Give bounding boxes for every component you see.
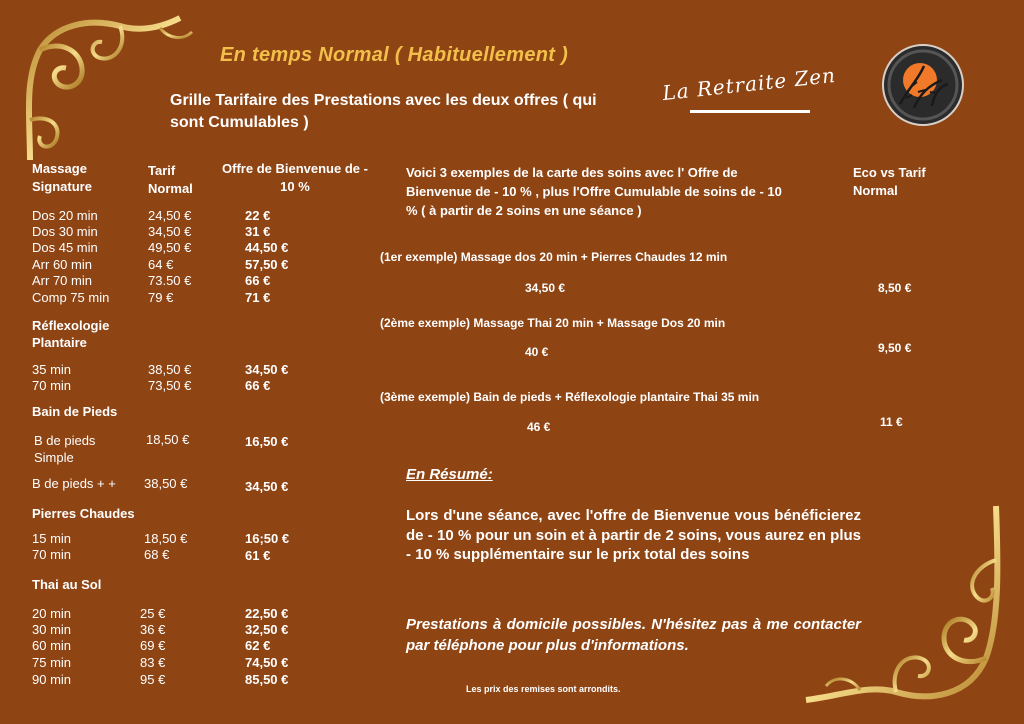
summary-text: Lors d'une séance, avec l'offre de Bienvenue vous bénéficierez de - 10 % pour un soin et à partir de 2 soins, vous aurez en plus - 10 % supplémentaire sur le prix total des soins — [406, 507, 861, 563]
bain-row-offre: 34,50 € — [245, 479, 289, 494]
thai-row-offre: 22,50 € — [245, 606, 289, 621]
example-price: 40 € — [525, 345, 549, 359]
massage-row-offre: 44,50 € — [245, 240, 289, 255]
logo — [882, 44, 964, 126]
example-label: (3ème exemple) Bain de pieds + Réflexologie plantaire Thai 35 min — [380, 390, 760, 404]
thai-row-name: 30 min — [32, 622, 72, 637]
page-title: En temps Normal ( Habituellement ) — [220, 44, 569, 66]
massage-row-name: Dos 45 min — [32, 240, 98, 255]
thai-row-offre: 32,50 € — [245, 622, 289, 637]
thai-row-offre: 62 € — [245, 638, 271, 653]
summary-title: En Résumé: — [406, 466, 493, 483]
reflexologie-row-tarif: 73,50 € — [148, 378, 192, 393]
massage-row-offre: 22 € — [245, 208, 271, 223]
thai-row-tarif: 95 € — [140, 672, 166, 687]
section-title-bain-de-pieds: Bain de Pieds — [32, 404, 118, 419]
massage-row-tarif: 73.50 € — [148, 273, 192, 288]
pierres-row-name: 15 min — [32, 531, 72, 546]
example-eco: 11 € — [880, 415, 903, 429]
thai-row-name: 75 min — [32, 655, 72, 670]
massage-row-offre: 66 € — [245, 273, 271, 288]
col-header-tarif: Tarif Normal — [148, 163, 193, 196]
bain-row-name: B de pieds Simple — [34, 433, 96, 465]
footer-note: Les prix des remises sont arrondits. — [466, 684, 621, 694]
massage-row-name: Arr 60 min — [32, 257, 92, 272]
thai-row-name: 60 min — [32, 638, 72, 653]
page-subtitle: Grille Tarifaire des Prestations avec les deux offres ( qui sont Cumulables ) — [170, 92, 597, 131]
example-eco: 9,50 € — [878, 341, 912, 355]
examples-intro: Voici 3 exemples de la carte des soins avec l' Offre de Bienvenue de - 10 % , plus l'Offre Cumulable de soins de - 10 % ( à partir de 2 soins en une séance ) — [406, 165, 782, 218]
section-title-thai: Thai au Sol — [32, 577, 102, 592]
reflexologie-row-name: 35 min — [32, 362, 72, 377]
massage-row-tarif: 64 € — [148, 257, 174, 272]
pierres-row-offre: 16;50 € — [245, 531, 290, 546]
reflexologie-row-offre: 34,50 € — [245, 362, 289, 377]
massage-row-name: Comp 75 min — [32, 290, 110, 305]
pierres-row-tarif: 68 € — [144, 547, 170, 562]
section-title-pierres-chaudes: Pierres Chaudes — [32, 506, 135, 521]
bain-row-tarif: 38,50 € — [144, 476, 188, 491]
massage-row-name: Arr 70 min — [32, 273, 92, 288]
massage-row-offre: 71 € — [245, 290, 271, 305]
massage-row-offre: 31 € — [245, 224, 271, 239]
thai-row-tarif: 83 € — [140, 655, 166, 670]
thai-row-tarif: 25 € — [140, 606, 166, 621]
col-header-massage: Massage Signature — [32, 161, 92, 194]
example-price: 34,50 € — [525, 281, 566, 295]
pierres-row-name: 70 min — [32, 547, 72, 562]
reflexologie-row-tarif: 38,50 € — [148, 362, 192, 377]
section-title-reflexologie: Réflexologie Plantaire — [32, 318, 110, 350]
massage-row-name: Dos 20 min — [32, 208, 98, 223]
pierres-row-tarif: 18,50 € — [144, 531, 188, 546]
bain-row-offre: 16,50 € — [245, 434, 289, 449]
col-header-offre: Offre de Bienvenue de - 10 % — [222, 161, 368, 194]
massage-row-tarif: 34,50 € — [148, 224, 192, 239]
example-label: (2ème exemple) Massage Thai 20 min + Massage Dos 20 min — [380, 316, 726, 330]
massage-row-offre: 57,50 € — [245, 257, 289, 272]
thai-row-offre: 74,50 € — [245, 655, 289, 670]
example-eco: 8,50 € — [878, 281, 912, 295]
thai-row-tarif: 69 € — [140, 638, 166, 653]
bain-row-tarif: 18,50 € — [146, 432, 190, 447]
thai-row-name: 20 min — [32, 606, 72, 621]
thai-row-offre: 85,50 € — [245, 672, 289, 687]
thai-row-name: 90 min — [32, 672, 72, 687]
thai-row-tarif: 36 € — [140, 622, 166, 637]
contact-text: Prestations à domicile possibles. N'hésitez pas à me contacter par téléphone pour plus d'informations. — [406, 616, 861, 654]
massage-row-tarif: 49,50 € — [148, 240, 192, 255]
brand-underline — [690, 110, 810, 113]
bain-row-name: B de pieds + + — [32, 476, 116, 491]
brand-name: La Retraite Zen — [661, 62, 837, 106]
reflexologie-row-name: 70 min — [32, 378, 72, 393]
massage-row-name: Dos 30 min — [32, 224, 98, 239]
massage-row-tarif: 24,50 € — [148, 208, 192, 223]
eco-header: Eco vs Tarif Normal — [853, 165, 926, 198]
example-label: (1er exemple) Massage dos 20 min + Pierres Chaudes 12 min — [380, 250, 728, 264]
example-price: 46 € — [527, 420, 551, 434]
lotus-logo-icon — [884, 46, 962, 124]
pierres-row-offre: 61 € — [245, 548, 271, 563]
massage-row-tarif: 79 € — [148, 290, 174, 305]
reflexologie-row-offre: 66 € — [245, 378, 271, 393]
